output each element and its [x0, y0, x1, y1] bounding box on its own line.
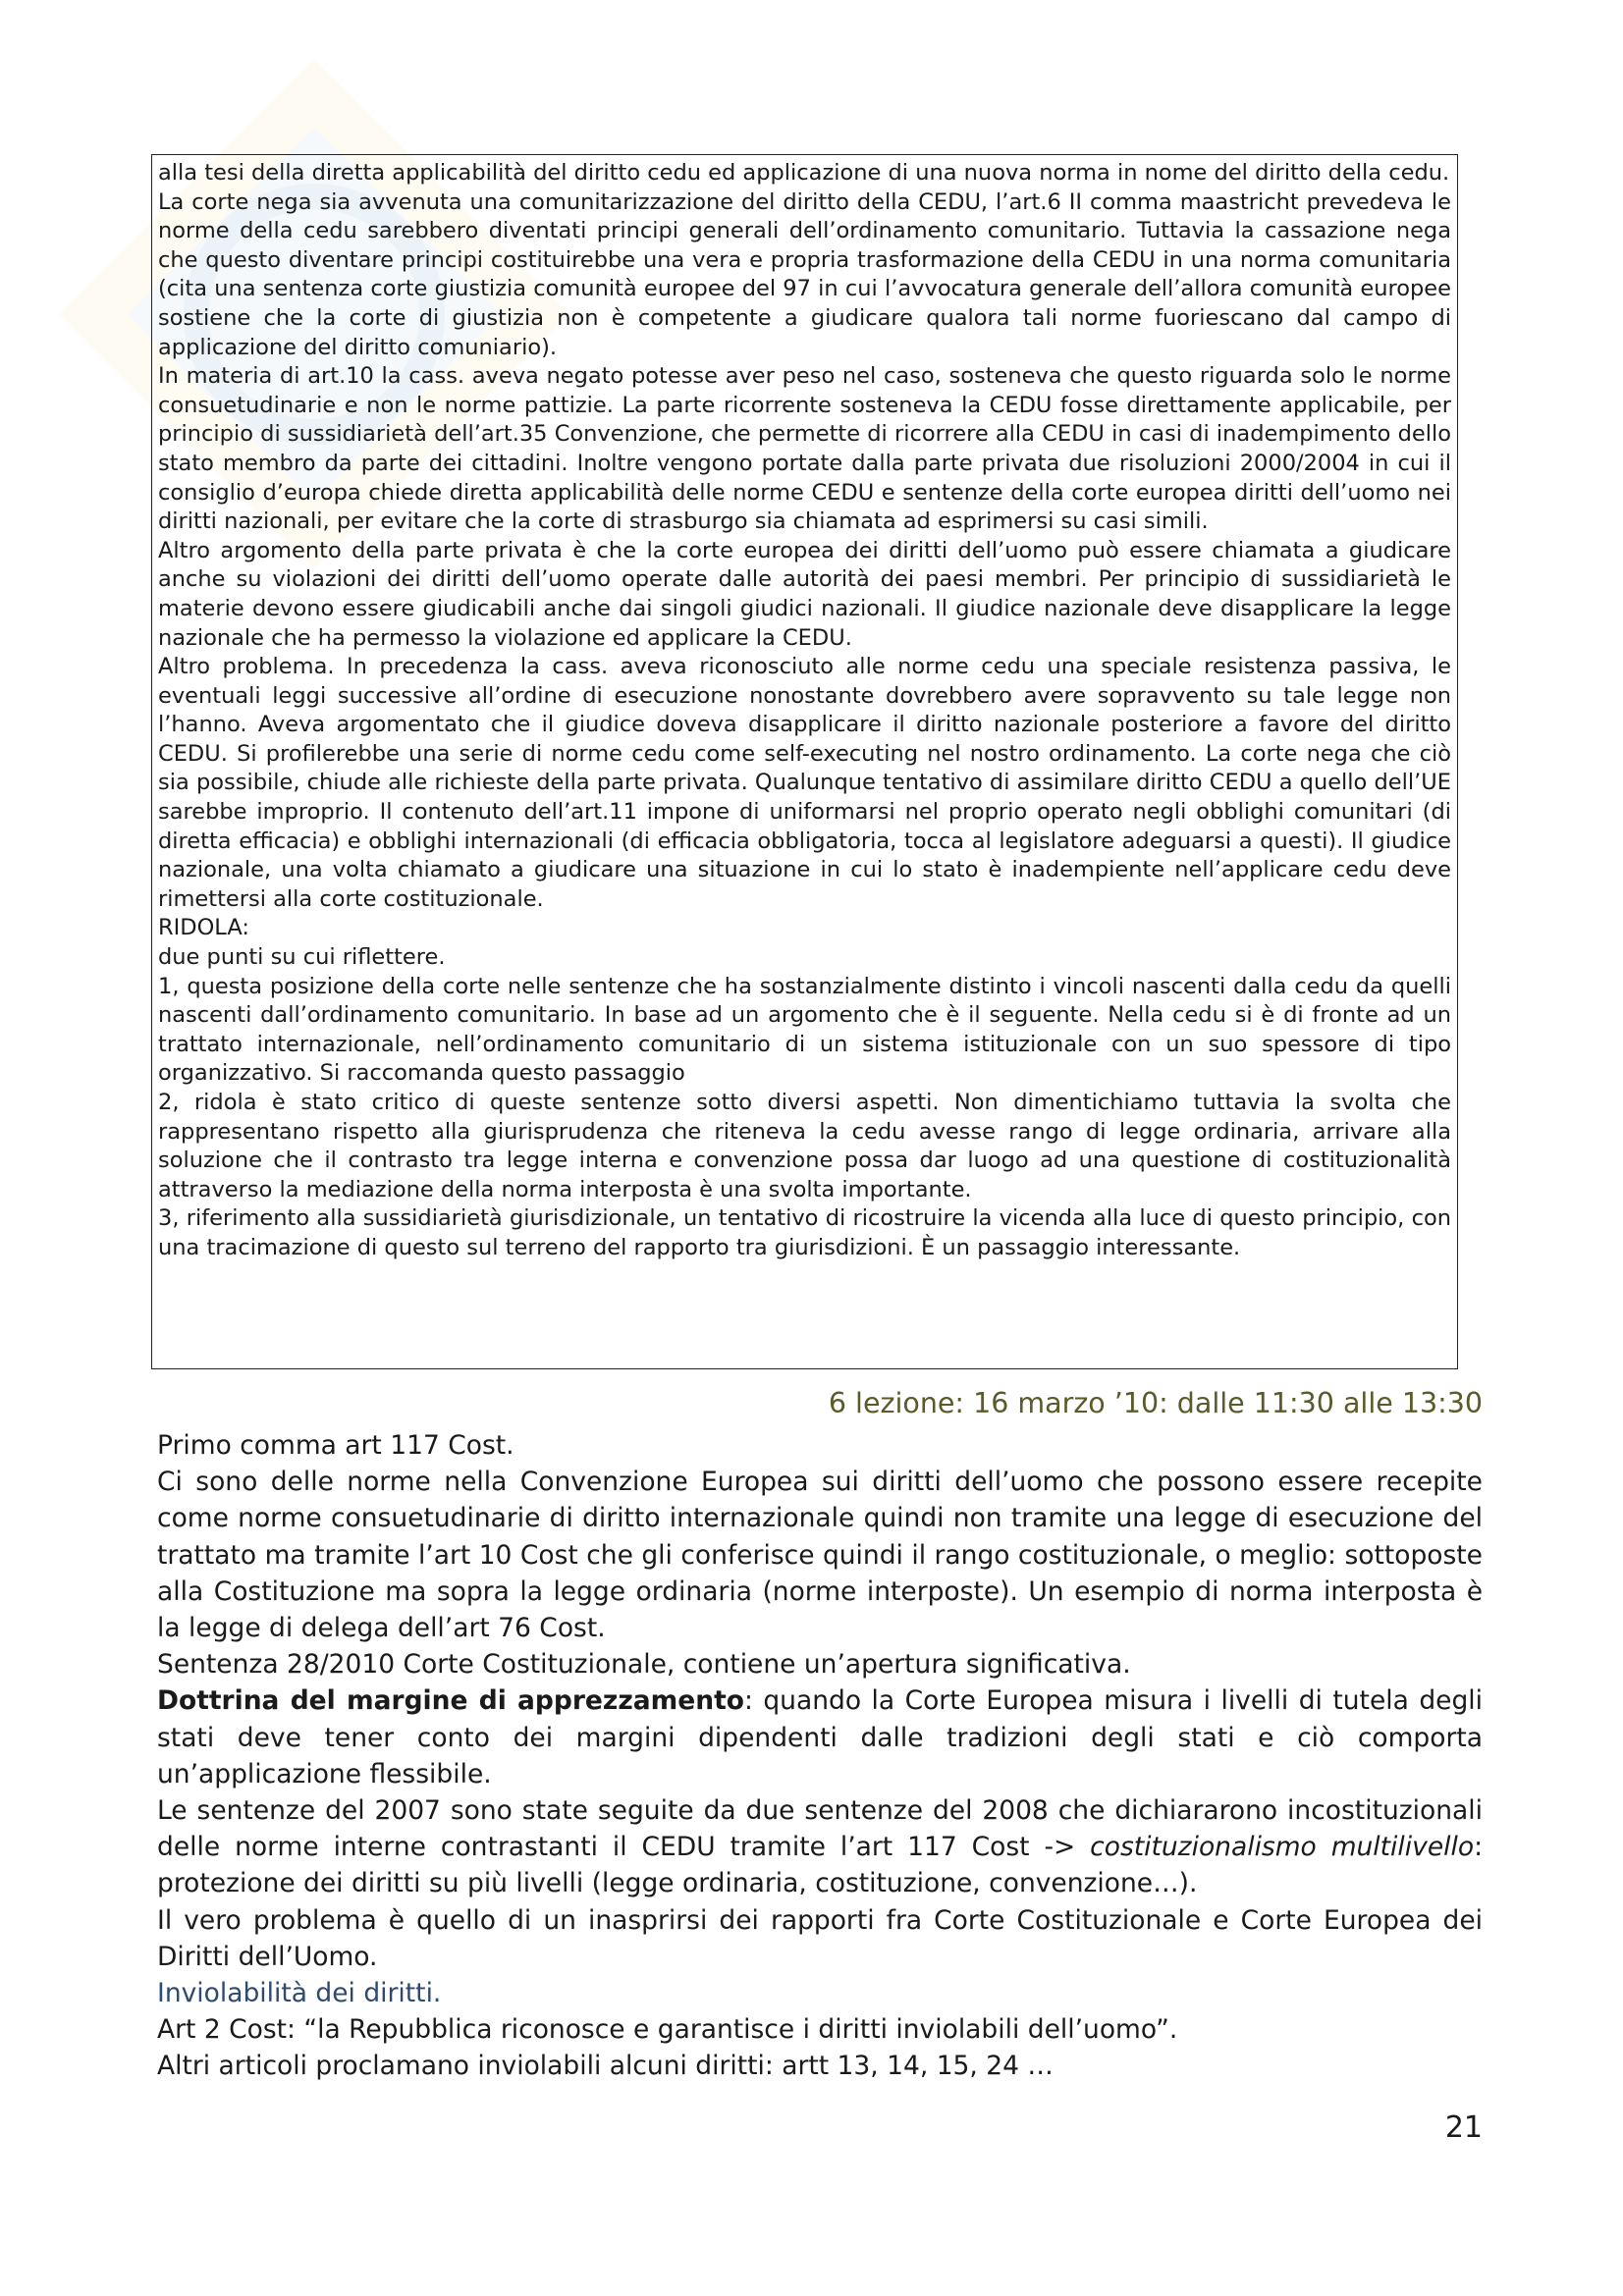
body-paragraph: Ci sono delle norme nella Convenzione Europea sui diritti dell’uomo che possono essere recepite come norme consuetudinarie di diritto internazionale quindi non tramite una legge di esecuzione del trattato ma tramite l’art 10 Cost che gli conferisce quindi il rango costituzionale, o meglio: sottoposte alla Costituzione ma sopra la legge ordinaria (norme interposte). Un esempio di norma interposta è la legge di delega dell’art 76 Cost.: [157, 1467, 1483, 1644]
box-paragraph: Altro problema. In precedenza la cass. aveva riconosciuto alle norme cedu una speciale resistenza passiva, le eventuali leggi successive all’ordine di esecuzione nonostante dovrebbero avere sopravvento su tale legge non l’hanno. Aveva argomentato che il giudice doveva disapplicare il diritto nazionale posteriore a favore del diritto CEDU. Si profilerebbe una serie di norme cedu come self-executing nel nostro ordinamento. La corte nega che ciò sia possibile, chiude alle richieste della parte privata. Qualunque tentativo di assimilare diritto CEDU a quello dell’UE sarebbe improprio. Il contenuto dell’art.11 impone di uniformarsi nel proprio operato negli obblighi comunitari (di diretta efficacia) e obblighi internazionali (di efficacia obbligatoria, tocca al legislatore adeguarsi a questi). Il giudice nazionale, una volta chiamato a giudicare una situazione in cui lo stato è inadempiente nell’applicare cedu deve rimettersi alla corte costituzionale.: [158, 654, 1451, 912]
section-subheading: Inviolabilità dei diritti.: [157, 1978, 442, 2009]
body-paragraph: Primo comma art 117 Cost.: [157, 1430, 514, 1461]
body-paragraph: Art 2 Cost: “la Repubblica riconosce e garantisce i diritti inviolabili dell’uomo”.: [157, 2014, 1178, 2046]
lesson-heading: 6 lezione: 16 marzo ’10: dalle 11:30 alle 13:30: [828, 1387, 1483, 1419]
body-paragraph: [157, 1682, 1483, 1792]
box-paragraph: 3, riferimento alla sussidiarietà giurisdizionale, un tentativo di ricostruire la vicenda alla luce di questo principio, con una tracimazione di questo sul terreno del rapporto tra giurisdizioni. È un passaggio interessante.: [158, 1205, 1451, 1260]
body-paragraph: Sentenza 28/2010 Corte Costituzionale, contiene un’apertura significativa.: [157, 1649, 1131, 1681]
box-paragraph: 1, questa posizione della corte nelle sentenze che ha sostanzialmente distinto i vincoli nascenti dalla cedu da quelli nascenti dall’ordinamento comunitario. In base ad un argomento che è il seguente. Nella cedu si è di fronte ad un trattato internazionale, nell’ordinamento comunitario di un sistema istituzionale con un suo spessore di tipo organizzativo. Si raccomanda questo passaggio: [158, 973, 1451, 1087]
body-paragraph: [157, 1792, 1483, 1902]
body-span: : protezione dei diritti su più livelli (legge ordinaria, costituzione, convenzione…).: [157, 1832, 1484, 1899]
box-paragraph: La corte nega sia avvenuta una comunitarizzazione del diritto della CEDU, l’art.6 II comma maastricht prevedeva le norme della cedu sarebbero diventati principi generali dell’ordinamento comunitario. Tuttavia la cassazione nega che questo diventare principi costituirebbe una vera e propria trasformazione della CEDU in una norma comunitaria (cita una sentenza corte giustizia comunità europee del 97 in cui l’avvocatura generale dell’allora comunità europee sostiene che la corte di giustizia non è competente a giudicare qualora tali norme fuoriescano dal campo di applicazione del diritto comuniario).: [158, 188, 1451, 360]
box-paragraph: In materia di art.10 la cass. aveva negato potesse aver peso nel caso, sosteneva che questo riguarda solo le norme consuetudinarie e non le norme pattizie. La parte ricorrente sosteneva la CEDU fosse direttamente applicabile, per principio di sussidiarietà dell’art.35 Convenzione, che permette di ricorrere alla CEDU in casi di inadempimento dello stato membro da parte dei cittadini. Inoltre vengono portate dalla parte privata due risoluzioni 2000/2004 in cui il consiglio d’europa chiede diretta applicabilità delle norme CEDU e sentenze della corte europea diritti dell’uomo nei diritti nazionali, per evitare che la corte di strasburgo sia chiamata ad esprimersi su casi simili.: [158, 363, 1451, 535]
body-span: Le sentenze del 2007 sono state seguite da due sentenze del 2008 che dichiararono incostituzionali delle norme interne contrastanti il CEDU tramite l’art 117 Cost ->: [157, 1795, 1483, 1863]
box-paragraph: Altro argomento della parte privata è che la corte europea dei diritti dell’uomo può essere chiamata a giudicare anche su violazioni dei diritti dell’uomo operate dalle autorità dei paesi membri. Per principio di sussidiarietà le materie devono essere giudicabili anche dai singoli giudici nazionali. Il giudice nazionale deve disapplicare la legge nazionale che ha permesso la violazione ed applicare la CEDU.: [158, 537, 1451, 651]
box-paragraph: due punti su cui riflettere.: [158, 944, 446, 971]
box-paragraph: RIDOLA:: [158, 915, 249, 941]
body-span: : quando la Corte Europea misura i livelli di tutela degli stati deve tener conto dei margini dipendenti dalle tradizioni degli stati e ciò comporta un’applicazione flessibile.: [157, 1685, 1483, 1789]
body-text: [157, 1427, 1483, 2085]
body-paragraph: Altri articoli proclamano inviolabili alcuni diritti: artt 13, 14, 15, 24 …: [157, 2051, 1054, 2082]
italic-term: costituzionalismo multilivello: [1090, 1832, 1475, 1863]
page-number: 21: [1444, 2110, 1483, 2145]
body-paragraph: Il vero problema è quello di un inasprirsi dei rapporti fra Corte Costituzionale e Corte Europea dei Diritti dell’Uomo.: [157, 1904, 1483, 1972]
text-box: [151, 154, 1458, 1369]
box-paragraph: 2, ridola è stato critico di queste sentenze sotto diversi aspetti. Non dimentichiamo tuttavia la svolta che rappresentano rispetto alla giurisprudenza che riteneva la cedu avesse rango di legge ordinaria, arrivare alla soluzione che il contrasto tra legge interna e convenzione possa dar luogo ad una questione di costituzionalità attraverso la mediazione della norma interposta è una svolta importante.: [158, 1090, 1451, 1202]
box-paragraph: alla tesi della diretta applicabilità del diritto cedu ed applicazione di una nuova norma in nome del diritto della cedu.: [158, 160, 1450, 186]
bold-term: Dottrina del margine di apprezzamento: [157, 1685, 744, 1717]
